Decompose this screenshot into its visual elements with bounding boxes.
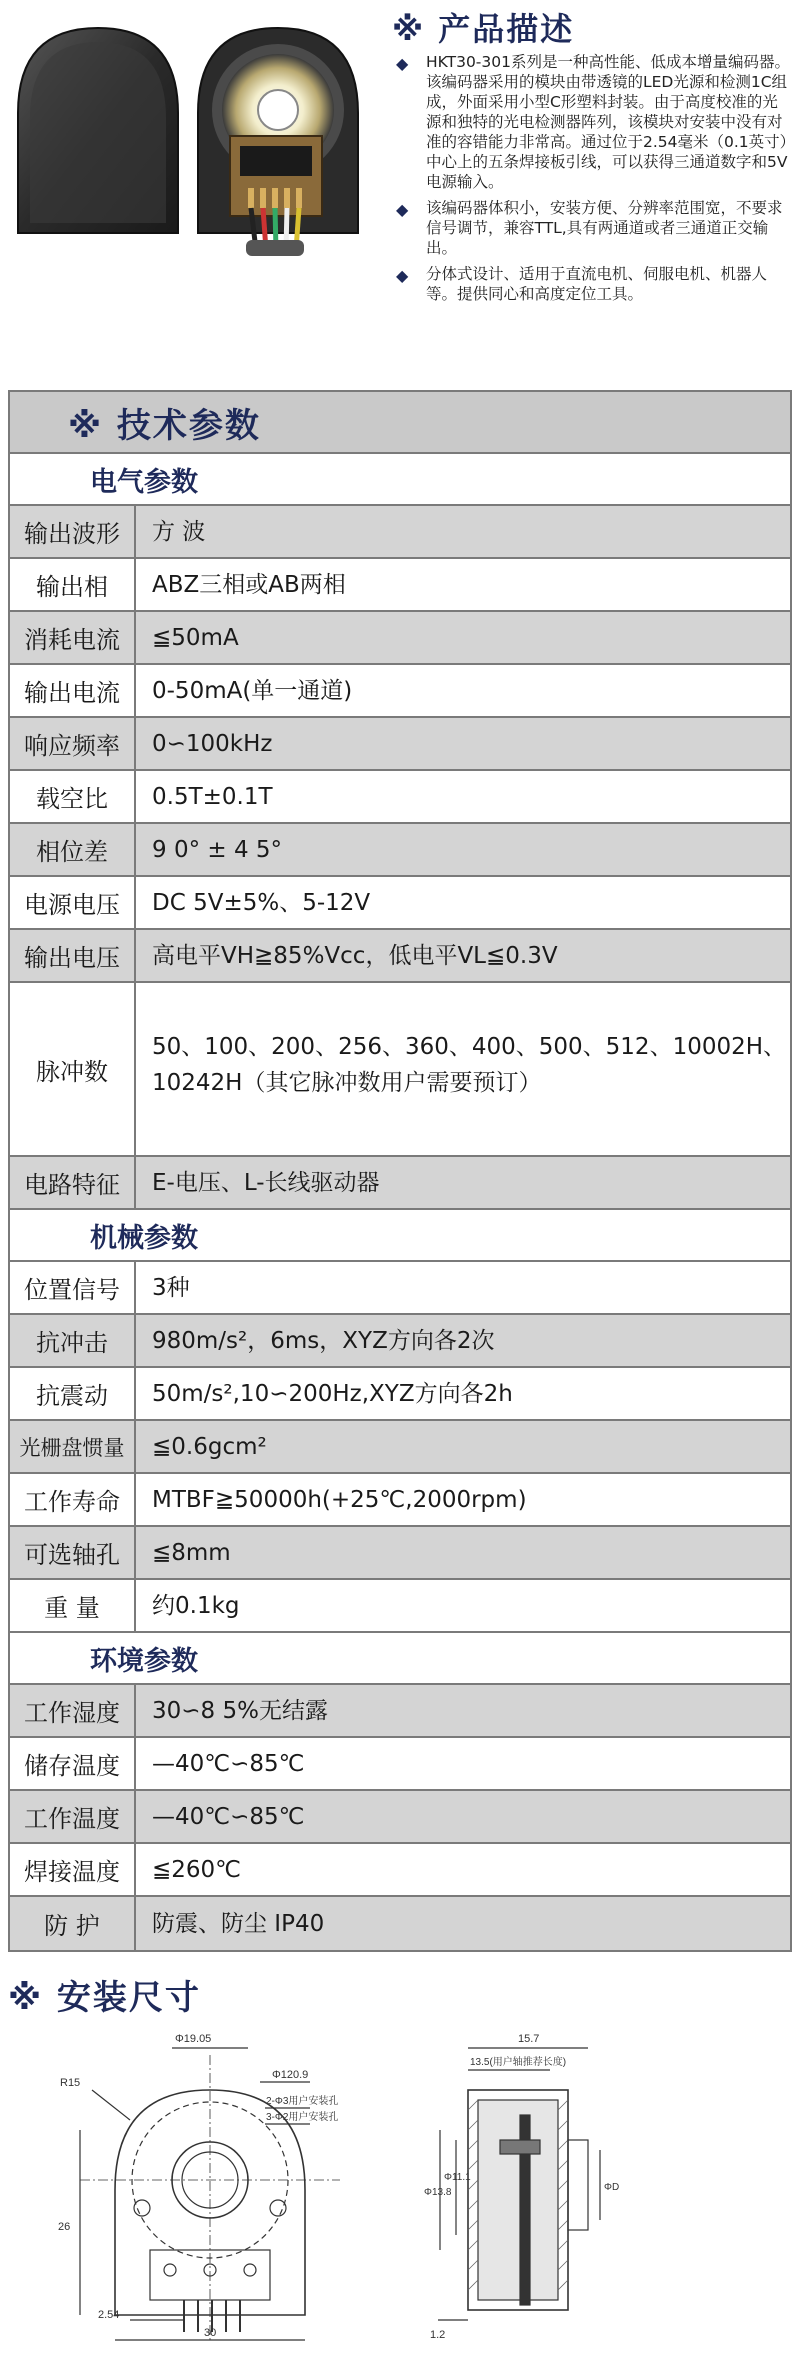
dim-height: 26 — [58, 2221, 71, 2233]
row-value: ≦50mA — [152, 624, 239, 651]
row-value: 约0.1kg — [152, 1592, 240, 1619]
dimensions-title: ※ 安装尺寸 — [8, 1978, 201, 2018]
row-label: 重 量 — [10, 1580, 136, 1631]
table-row — [10, 718, 790, 771]
table-row — [10, 877, 790, 930]
table-row — [10, 1368, 790, 1421]
row-value: 980m/s²，6ms，XYZ方向各2次 — [152, 1327, 495, 1354]
row-value: E-电压、L-长线驱动器 — [152, 1169, 380, 1196]
row-value: 30∽8 5%无结露 — [152, 1697, 328, 1724]
row-label: 抗冲击 — [10, 1315, 136, 1366]
row-label: 可选轴孔 — [10, 1527, 136, 1578]
dim-pitch: 2.54 — [98, 2309, 120, 2321]
row-label: 输出电压 — [10, 930, 136, 981]
spec-title: ※ 技术参数 — [68, 405, 261, 446]
description-text: 分体式设计、适用于直流电机、伺服电机、机器人等。提供同心和高度定位工具。 — [426, 265, 768, 303]
row-label: 响应频率 — [10, 718, 136, 769]
row-value: ≦0.6gcm² — [152, 1433, 267, 1460]
row-value: 50m/s²,10∽200Hz,XYZ方向各2h — [152, 1380, 513, 1407]
row-label: 相位差 — [10, 824, 136, 875]
table-row — [10, 1897, 790, 1950]
product-overview — [0, 0, 800, 370]
dim-shaft-len: 13.5(用户轴推荐长度) — [470, 2057, 567, 2068]
row-value: 防震、防尘 IP40 — [152, 1910, 325, 1937]
row-value: DC 5V±5%、5-12V — [152, 889, 371, 916]
table-row — [10, 612, 790, 665]
table-row — [10, 1685, 790, 1738]
row-label: 位置信号 — [10, 1262, 136, 1313]
table-row — [10, 1474, 790, 1527]
row-label: 输出波形 — [10, 506, 136, 557]
row-value: 高电平VH≧85%Vcc，低电平VL≦0.3V — [152, 942, 558, 969]
table-row — [10, 506, 790, 559]
table-row — [10, 665, 790, 718]
row-label: 消耗电流 — [10, 612, 136, 663]
dim-d-outer: Φ13.8 — [424, 2187, 452, 2198]
table-row — [10, 983, 790, 1157]
row-label: 光栅盘惯量 — [10, 1421, 136, 1472]
section-title: 电气参数 — [90, 466, 198, 498]
row-label: 工作湿度 — [10, 1685, 136, 1736]
row-value: 9 0° ± 4 5° — [152, 836, 283, 863]
spec-table-header — [10, 392, 790, 454]
row-value: 0∽100kHz — [152, 730, 273, 757]
description-text: HKT30-301系列是一种高性能、低成本增量编码器。该编码器采用的模块由带透镜的LED光源和检测1C组成，外面采用小型C形塑料封装。由于高度校准的光源和独特的光电检测器阵列，该模块对安装中没有对准的容错能力非常高。通过位于2.54毫米（0.1英寸）中心上的五条焊接板引线，可以获得三通道数字和5V电源输入。 — [426, 53, 790, 191]
table-row — [10, 1844, 790, 1897]
table-row — [10, 1527, 790, 1580]
row-label: 工作温度 — [10, 1791, 136, 1842]
diamond-bullet-icon: ◆ — [396, 266, 409, 285]
dim-d-inner: Φ11.1 — [444, 2172, 471, 2183]
table-row — [10, 1315, 790, 1368]
row-label: 焊接温度 — [10, 1844, 136, 1895]
dim-hole2: 3-Φ2用户安装孔 — [266, 2112, 339, 2123]
row-label: 输出电流 — [10, 665, 136, 716]
row-value: —40℃∽85℃ — [152, 1803, 305, 1830]
diamond-bullet-icon: ◆ — [396, 200, 409, 219]
row-label: 电源电压 — [10, 877, 136, 928]
table-row — [10, 930, 790, 983]
product-photo — [8, 18, 378, 258]
row-value: 3种 — [152, 1274, 190, 1301]
row-value: ≦260℃ — [152, 1856, 242, 1883]
table-row — [10, 1157, 790, 1210]
front-view-drawing — [20, 2020, 400, 2350]
table-row — [10, 824, 790, 877]
description-item — [392, 264, 792, 304]
diamond-bullet-icon: ◆ — [396, 54, 409, 73]
row-value: MTBF≧50000h(+25℃,2000rpm) — [152, 1486, 527, 1513]
row-label: 储存温度 — [10, 1738, 136, 1789]
spec-table — [8, 390, 792, 1952]
description-text: 该编码器体积小，安装方便、分辨率范围宽，不要求信号调节，兼容TTL,具有两通道或者三通道正交输出。 — [426, 199, 783, 257]
row-label: 电路特征 — [10, 1157, 136, 1208]
description-item — [392, 52, 792, 192]
row-value: 0.5T±0.1T — [152, 783, 273, 810]
section-title: 环境参数 — [90, 1645, 198, 1677]
description-item — [392, 198, 792, 258]
dim-width: 30 — [204, 2327, 217, 2339]
dim-base: 1.2 — [430, 2329, 446, 2341]
dim-d1: Φ19.05 — [175, 2033, 212, 2045]
section-environment — [10, 1633, 790, 1685]
table-row — [10, 1738, 790, 1791]
dim-d2: Φ120.9 — [272, 2069, 309, 2081]
row-label: 输出相 — [10, 559, 136, 610]
row-value: 0-50mA(单一通道) — [152, 677, 353, 704]
product-description-title: ※ 产品描述 — [392, 10, 575, 48]
table-row — [10, 559, 790, 612]
table-row — [10, 1262, 790, 1315]
row-value: 方 波 — [152, 518, 206, 545]
row-label: 载空比 — [10, 771, 136, 822]
section-electrical — [10, 454, 790, 506]
table-row — [10, 1580, 790, 1633]
product-description-list — [392, 52, 792, 310]
row-value: —40℃∽85℃ — [152, 1750, 305, 1777]
dim-hole1: 2-Φ3用户安装孔 — [266, 2096, 339, 2107]
dim-d-shaft: ΦD — [604, 2182, 620, 2193]
table-row — [10, 771, 790, 824]
table-row — [10, 1421, 790, 1474]
dim-depth: 15.7 — [518, 2033, 540, 2045]
section-title: 机械参数 — [90, 1222, 198, 1254]
row-value: 50、100、200、256、360、400、500、512、10002H、10242H（其它脉冲数用户需要预订） — [152, 1034, 787, 1096]
row-value: ≦8mm — [152, 1539, 231, 1566]
row-value: ABZ三相或AB两相 — [152, 571, 346, 598]
section-mechanical — [10, 1210, 790, 1262]
row-label: 脉冲数 — [10, 983, 136, 1155]
table-row — [10, 1791, 790, 1844]
row-label: 抗震动 — [10, 1368, 136, 1419]
side-view-drawing — [420, 2020, 790, 2350]
row-label: 防 护 — [10, 1897, 136, 1950]
dim-r: R15 — [60, 2077, 81, 2089]
row-label: 工作寿命 — [10, 1474, 136, 1525]
